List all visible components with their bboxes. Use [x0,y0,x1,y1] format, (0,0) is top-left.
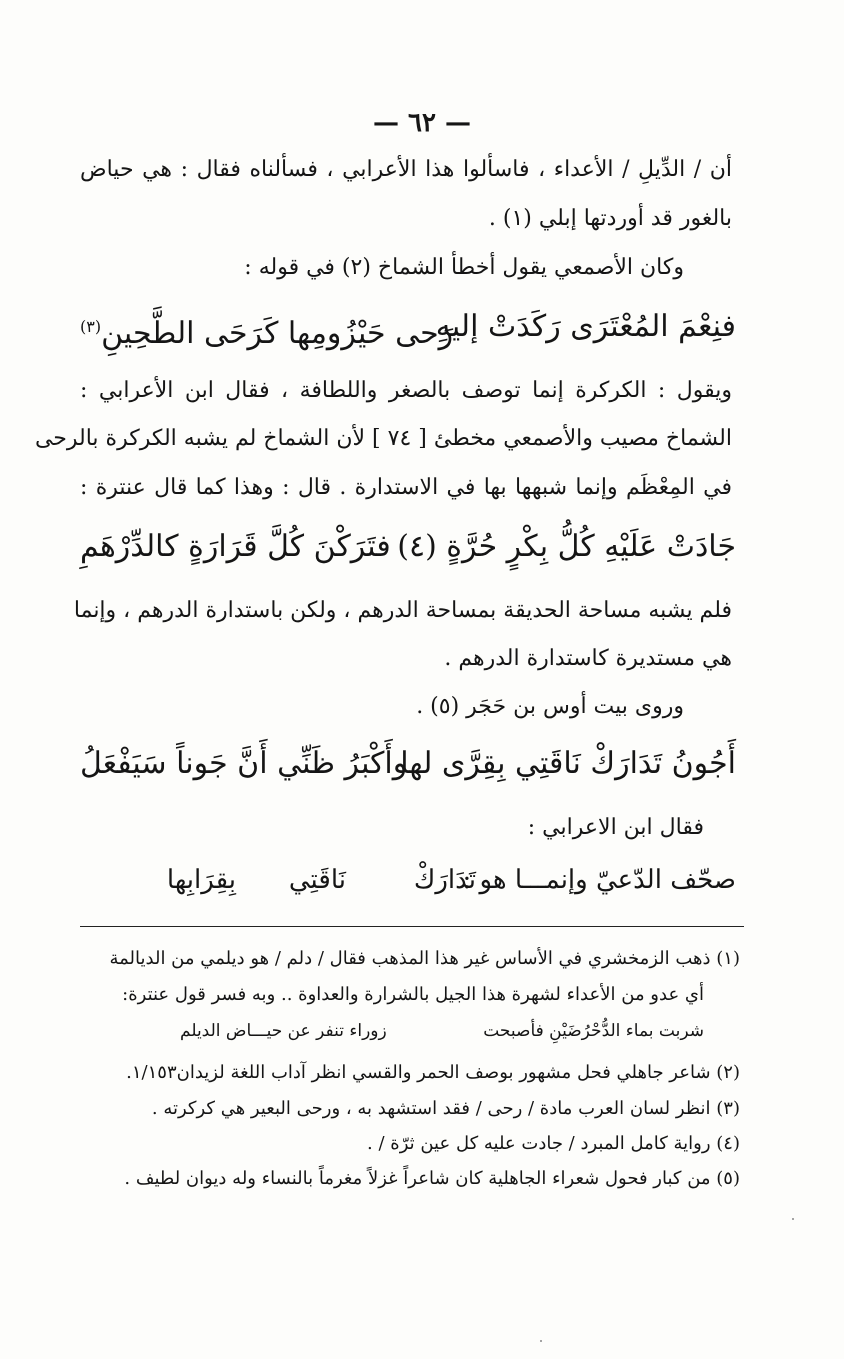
text-line-2: بالغور قد أوردتها إبلي (١) . [488,206,732,231]
footnote-ref-3: (٣) [80,317,102,336]
text-line-3: وكان الأصمعي يقول أخطأ الشماخ (٢) في قوله : [244,255,684,280]
correction-line [80,858,736,902]
footnote-verse-first: شربت بماء الدُّحْرُضَيْنِ فأصبحت [483,1021,704,1041]
footnote-separator [80,926,744,927]
verse-hemistich-second-text: رَحى حَيْزُومِها كَرَحَى الطَّحِينِ [101,316,454,351]
text-line-8: هي مستديرة كاستدارة الدرهم . [444,646,732,671]
text-line-10: فقال ابن الاعرابي : [527,815,704,840]
text-line-9: وروى بيت أوس بن حَجَر (٥) . [416,694,684,719]
footnote-1-verse [120,1018,704,1044]
text-line-7: فلم يشبه مساحة الحديقة بمساحة الدرهم ، ولكن باستدارة الدرهم ، وإنما [73,598,732,623]
footnote-1-continuation: أي عدو من الأعداء لشهرة هذا الجيل بالشرارة والعداوة .. وبه فسر قول عنترة: [122,984,704,1005]
verse-hemistich-second: وأَكْبَرُ ظَنِّي أَنَّ جَوناً سَيَفْعَلُ [80,746,408,781]
text-line-5: الشماخ مصيب والأصمعي مخطئ [ ٧٤ ] لأن الشماخ لم يشبه الكركرة بالرحى [34,426,732,451]
paper-speck [792,1218,794,1220]
footnote-3: (٣) انظر لسان العرب مادة / رحى / فقد استشهد به ، ورحى البعير هي كركرته . [151,1098,740,1119]
verse-antara [80,525,736,569]
footnote-1: (١) ذهب الزمخشري في الأساس غير هذا المذهب فقال / دلم / هو ديلمي من الديالمة [109,948,740,969]
verse-hemistich-second: فتَرَكْنَ كُلَّ قَرَارَةٍ كالدِّرْهَمِ [80,529,391,564]
verse-aws [80,742,736,786]
verse-shammakh [80,305,736,349]
correction-intro: صحّف الدّعيّ وإنمـــا هو : [462,865,736,895]
paper-speck [540,1340,542,1342]
verse-hemistich-first: فنِعْمَ المُعْتَرَى رَكَدَتْ إليهِ [435,309,736,344]
text-line-6: في المِعْظَم وإنما شبهها بها في الاستدارة . قال : وهذا كما قال عنترة : [80,475,732,500]
page-number: — ٦٢ — [372,108,472,138]
correction-word-1: تَدَارَكْ [413,865,476,895]
footnote-4: (٤) رواية كامل المبرد / جادت عليه كل عين ثرّة / . [367,1133,740,1154]
correction-word-2: نَاقَتِي [288,865,346,895]
footnote-verse-second: زوراء تنفر عن حيـــاض الديلم [180,1021,387,1041]
correction-word-3: بِقِرَابِها [166,865,236,895]
footnote-5: (٥) من كبار فحول شعراء الجاهلية كان شاعراً غزلاً مغرماً بالنساء وله ديوان لطيف . [124,1168,740,1189]
footnote-2: (٢) شاعر جاهلي فحل مشهور بوصف الحمر والقسي انظر آداب اللغة لزيدان١/١٥٣. [126,1062,740,1083]
text-line-1: أن / الدِّيلِ / الأعداء ، فاسألوا هذا الأعرابي ، فسألناه فقال : هي حياض [80,157,732,182]
text-line-4: ويقول : الكركرة إنما توصف بالصغر واللطافة ، فقال ابن الأعرابي : [80,378,732,403]
verse-hemistich-second [80,305,453,356]
verse-hemistich-first: أَجُونُ تَدَارَكْ نَاقَتِي بِقِرَّى لها [400,746,736,781]
verse-hemistich-first: جَادَتْ عَلَيْهِ كُلُّ بِكْرٍ حُرَّةٍ (٤) [397,529,736,564]
